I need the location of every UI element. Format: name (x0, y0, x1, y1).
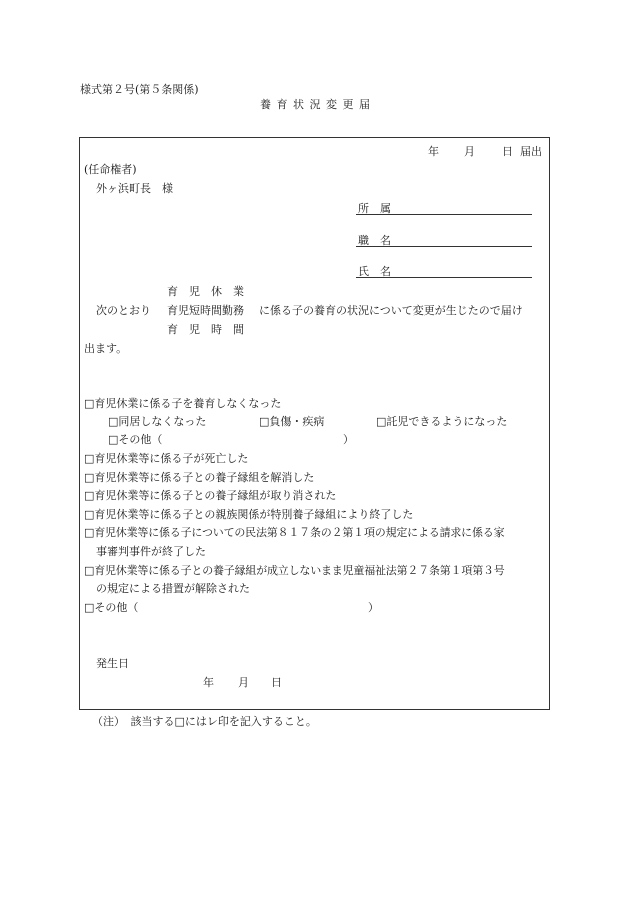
check-item-4: □育児休業等に係る子との養子縁組が取り消された (84, 489, 337, 502)
name-label: 氏 名 (358, 265, 391, 278)
check-sub-3: □託児できるようになった (376, 415, 508, 428)
affiliation-label: 所 属 (358, 202, 391, 215)
position-label: 職 名 (358, 234, 391, 247)
check-item-8-close: ） (368, 601, 379, 614)
form-title: 養 育 状 況 変 更 届 (260, 98, 371, 111)
statement-body: に係る子の養育の状況について変更が生じたので届け (259, 304, 523, 317)
occurrence-day: 日 (271, 676, 282, 689)
statement-prefix: 次のとおり (96, 304, 151, 317)
check-item-2: □育児休業等に係る子が死亡した (84, 452, 249, 465)
statement-option-2: 育児短時間勤務 (167, 304, 244, 317)
check-sub-4-close: ） (343, 433, 354, 446)
check-sub-4: □その他（ (108, 433, 163, 446)
statement-option-1: 育 児 休 業 (167, 285, 244, 298)
statement-continuation: 出ます。 (84, 342, 128, 355)
affiliation-line (356, 214, 532, 215)
name-line (356, 277, 532, 278)
check-item-6-line1: □育児休業等に係る子についての民法第８１７条の２第１項の規定による請求に係る家 (84, 526, 505, 539)
check-item-5: □育児休業等に係る子との親族関係が特別養子縁組により終了した (84, 508, 414, 521)
position-line (356, 246, 532, 247)
check-sub-2: □負傷・疾病 (259, 415, 325, 428)
occurrence-year: 年 (203, 676, 214, 689)
check-item-7-line1: □育児休業等に係る子との養子縁組が成立しないまま児童福祉法第２７条第１項第３号 (84, 564, 505, 577)
occurrence-month: 月 (238, 676, 249, 689)
check-item-6-line2: 事審判事件が終了した (96, 545, 206, 558)
footnote: （注） 該当する□にはレ印を記入すること。 (92, 715, 317, 728)
occurrence-label: 発生日 (96, 657, 129, 670)
submission-suffix: 届出 (520, 145, 542, 158)
statement-option-3: 育 児 時 間 (167, 323, 244, 336)
check-item-1: □育児休業に係る子を養育しなくなった (84, 397, 282, 410)
addressee-name: 外ヶ浜町長 様 (96, 182, 173, 195)
check-item-8: □その他（ (84, 601, 139, 614)
form-number: 様式第２号(第５条関係) (80, 83, 199, 96)
check-item-3: □育児休業等に係る子との養子縁組を解消した (84, 471, 315, 484)
addressee-label: (任命権者) (84, 163, 137, 176)
submission-month: 月 (464, 145, 475, 158)
submission-year: 年 (428, 145, 439, 158)
submission-day: 日 (502, 145, 513, 158)
check-sub-1: □同居しなくなった (108, 415, 207, 428)
check-item-7-line2: の規定による措置が解除された (96, 582, 250, 595)
